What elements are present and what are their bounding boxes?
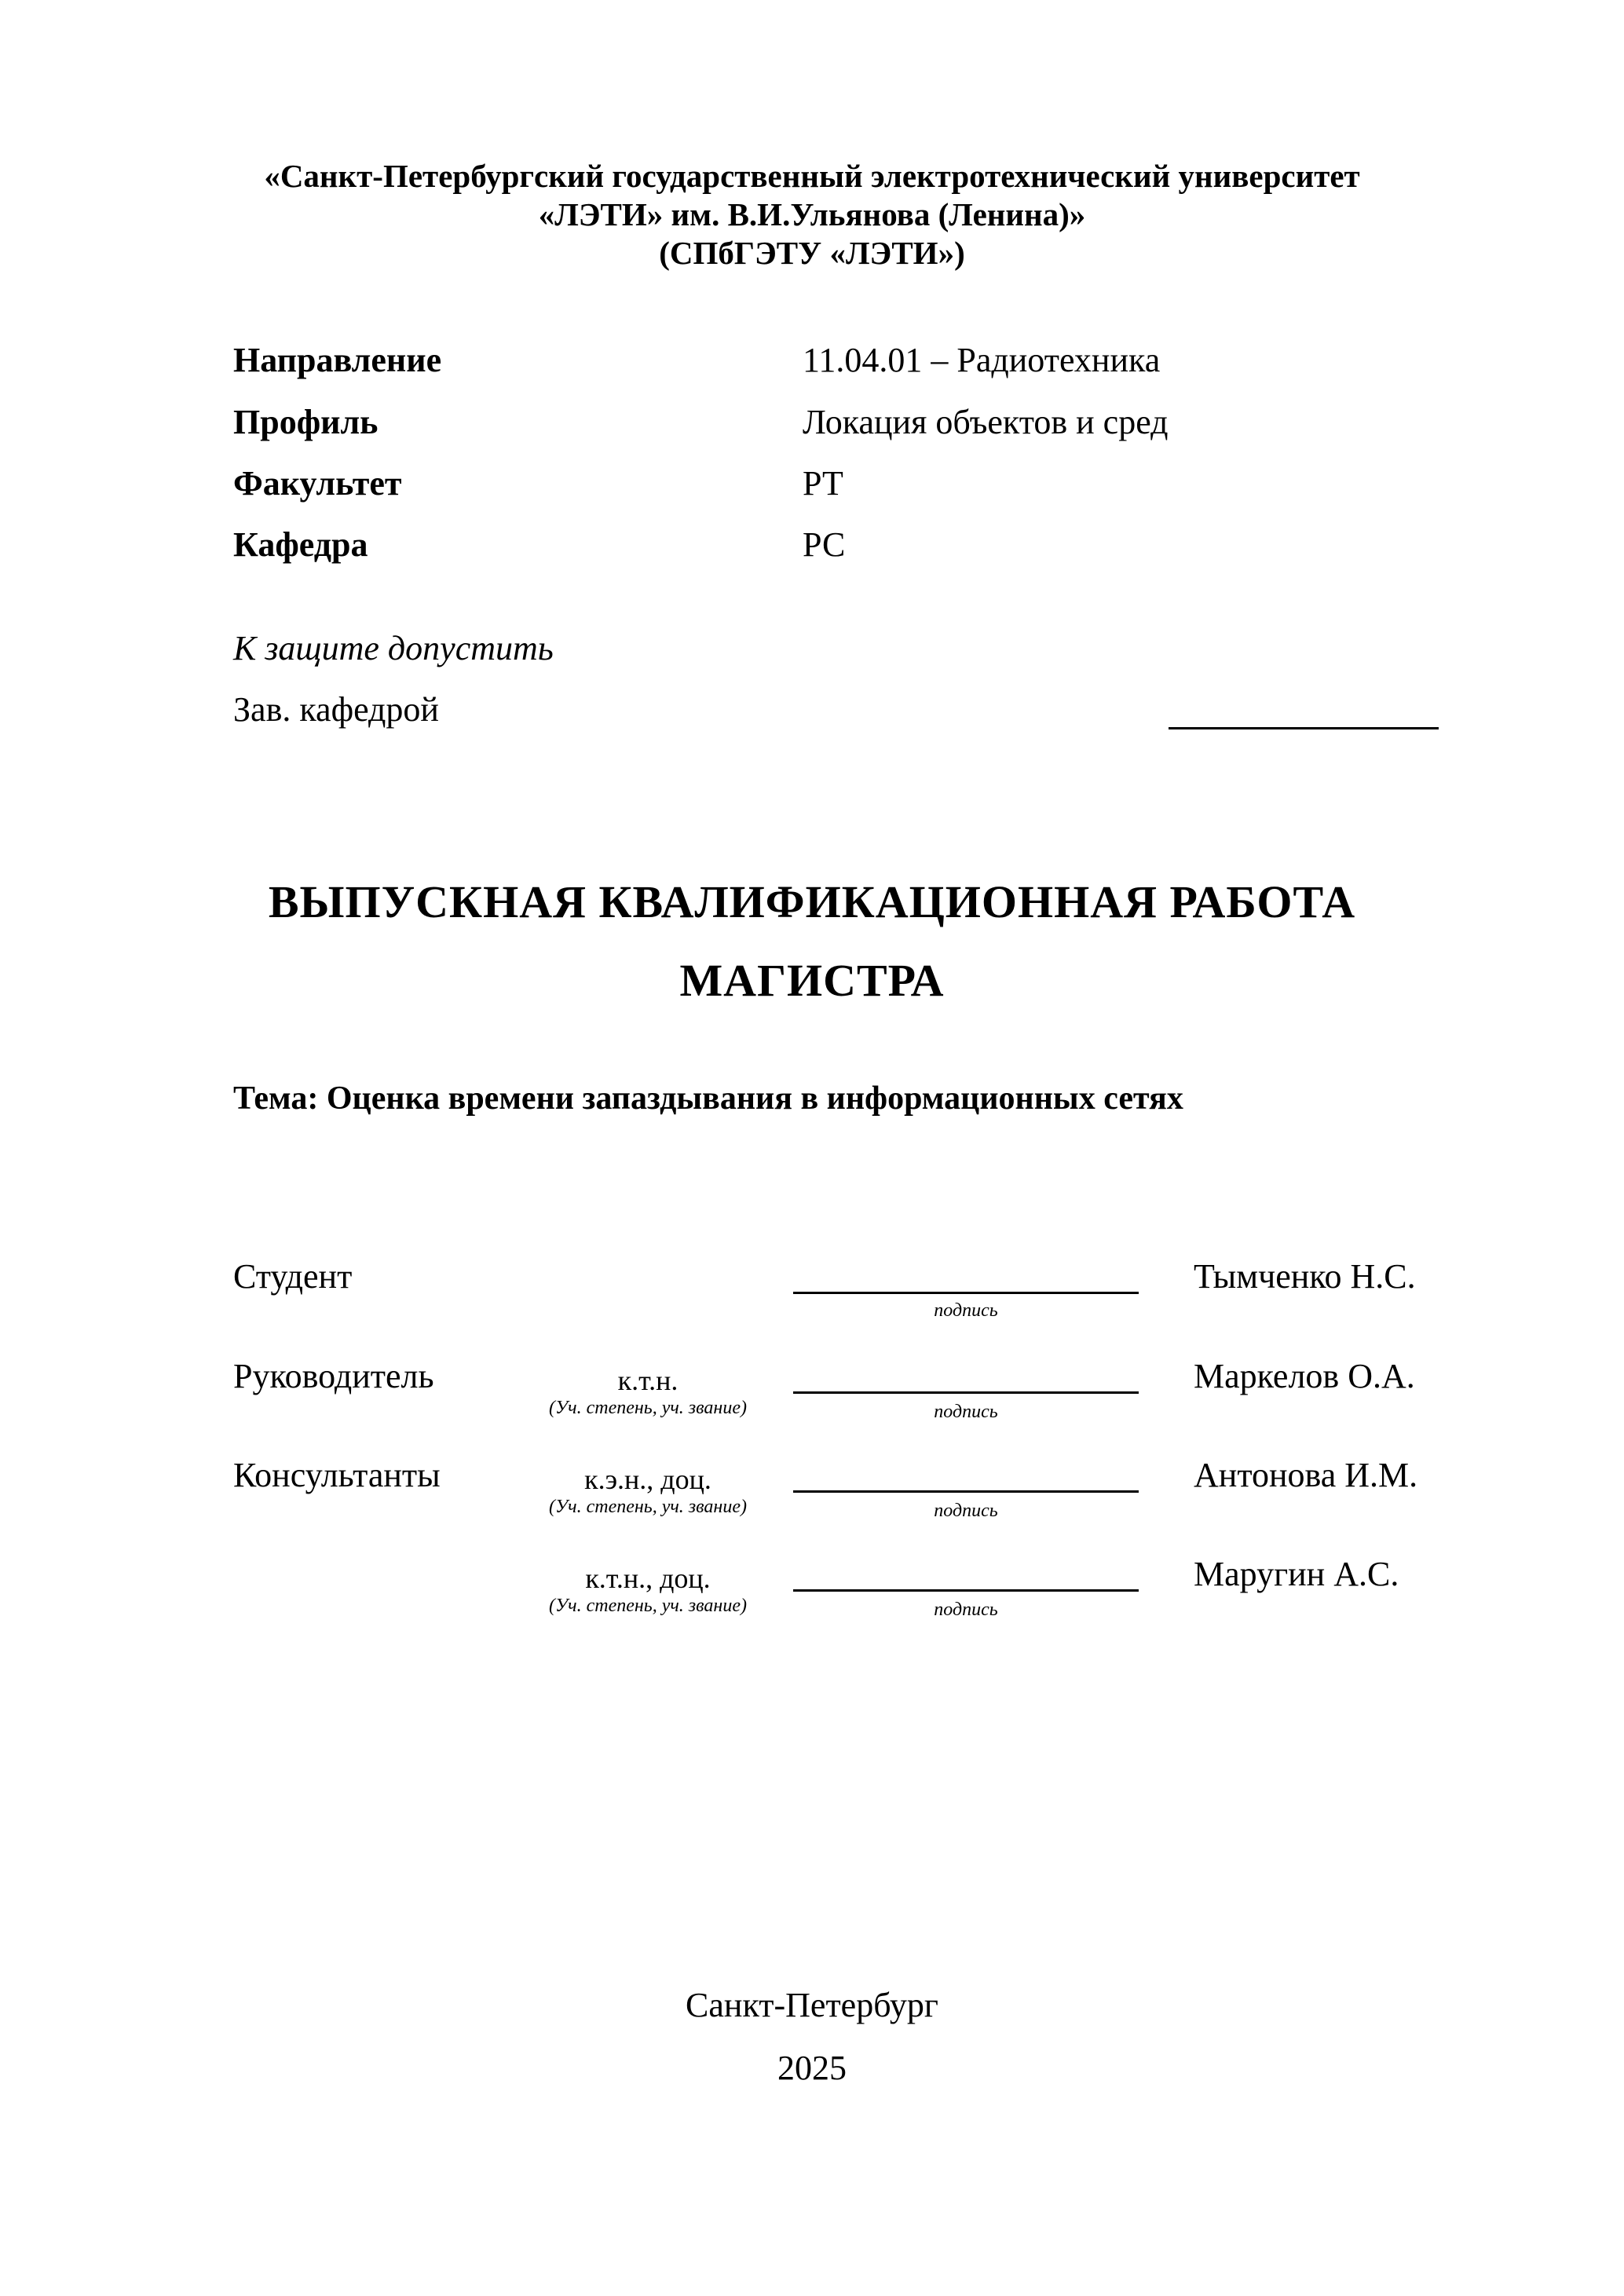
university-header bbox=[0, 157, 1624, 272]
supervisor-degree-caption: (Уч. степень, уч. звание) bbox=[549, 1398, 747, 1418]
field-value-direction: 11.04.01 – Радиотехника bbox=[803, 341, 1161, 379]
student-signature-line bbox=[793, 1292, 1139, 1294]
role-supervisor: Руководитель bbox=[233, 1357, 434, 1395]
footer-city: Санкт-Петербург bbox=[686, 1986, 938, 2024]
consultant1-degree-caption: (Уч. степень, уч. звание) bbox=[549, 1497, 747, 1517]
student-name: Тымченко Н.С. bbox=[1194, 1257, 1416, 1296]
role-student: Студент bbox=[233, 1257, 353, 1296]
field-label-department: Кафедра bbox=[233, 525, 368, 564]
field-label-faculty: Факультет bbox=[233, 464, 402, 503]
consultant2-signature-caption: подпись bbox=[934, 1600, 998, 1620]
document-title-line2: МАГИСТРА bbox=[679, 955, 945, 1006]
consultant1-name: Антонова И.М. bbox=[1194, 1456, 1418, 1494]
consultant2-name: Маругин А.С. bbox=[1194, 1555, 1399, 1593]
role-consultants: Консультанты bbox=[233, 1456, 441, 1494]
consultant2-signature-line bbox=[793, 1589, 1139, 1592]
document-title-line1: ВЫПУСКНАЯ КВАЛИФИКАЦИОННАЯ РАБОТА bbox=[268, 876, 1356, 927]
university-name-line2: «ЛЭТИ» им. В.И.Ульянова (Ленина)» bbox=[538, 196, 1086, 232]
supervisor-signature-caption: подпись bbox=[934, 1402, 998, 1422]
supervisor-name: Маркелов О.А. bbox=[1194, 1357, 1415, 1395]
consultant2-degree: к.т.н., доц. bbox=[585, 1563, 711, 1594]
field-value-profile: Локация объектов и сред bbox=[803, 403, 1169, 441]
consultant2-degree-caption: (Уч. степень, уч. звание) bbox=[549, 1596, 747, 1616]
consultant1-signature-caption: подпись bbox=[934, 1501, 998, 1521]
field-label-direction: Направление bbox=[233, 341, 442, 379]
student-signature-caption: подпись bbox=[934, 1300, 998, 1321]
consultant1-signature-line bbox=[793, 1490, 1139, 1493]
consultant1-degree: к.э.н., доц. bbox=[584, 1464, 711, 1495]
admit-to-defense-text: К защите допустить bbox=[233, 629, 554, 667]
supervisor-signature-line bbox=[793, 1391, 1139, 1394]
university-abbreviation: (СПбГЭТУ «ЛЭТИ») bbox=[659, 235, 965, 271]
field-label-profile: Профиль bbox=[233, 403, 379, 441]
field-value-faculty: РТ bbox=[803, 464, 843, 503]
head-of-department-signature-line bbox=[1169, 727, 1439, 729]
supervisor-degree: к.т.н. bbox=[617, 1365, 678, 1396]
head-of-department-label: Зав. кафедрой bbox=[233, 690, 439, 729]
thesis-topic: Тема: Оценка времени запаздывания в информационных сетях bbox=[233, 1080, 1183, 1117]
field-value-department: РС bbox=[803, 525, 846, 564]
university-name-line1: «Санкт-Петербургский государственный электротехнический университет bbox=[264, 158, 1360, 194]
footer-year: 2025 bbox=[777, 2049, 847, 2087]
